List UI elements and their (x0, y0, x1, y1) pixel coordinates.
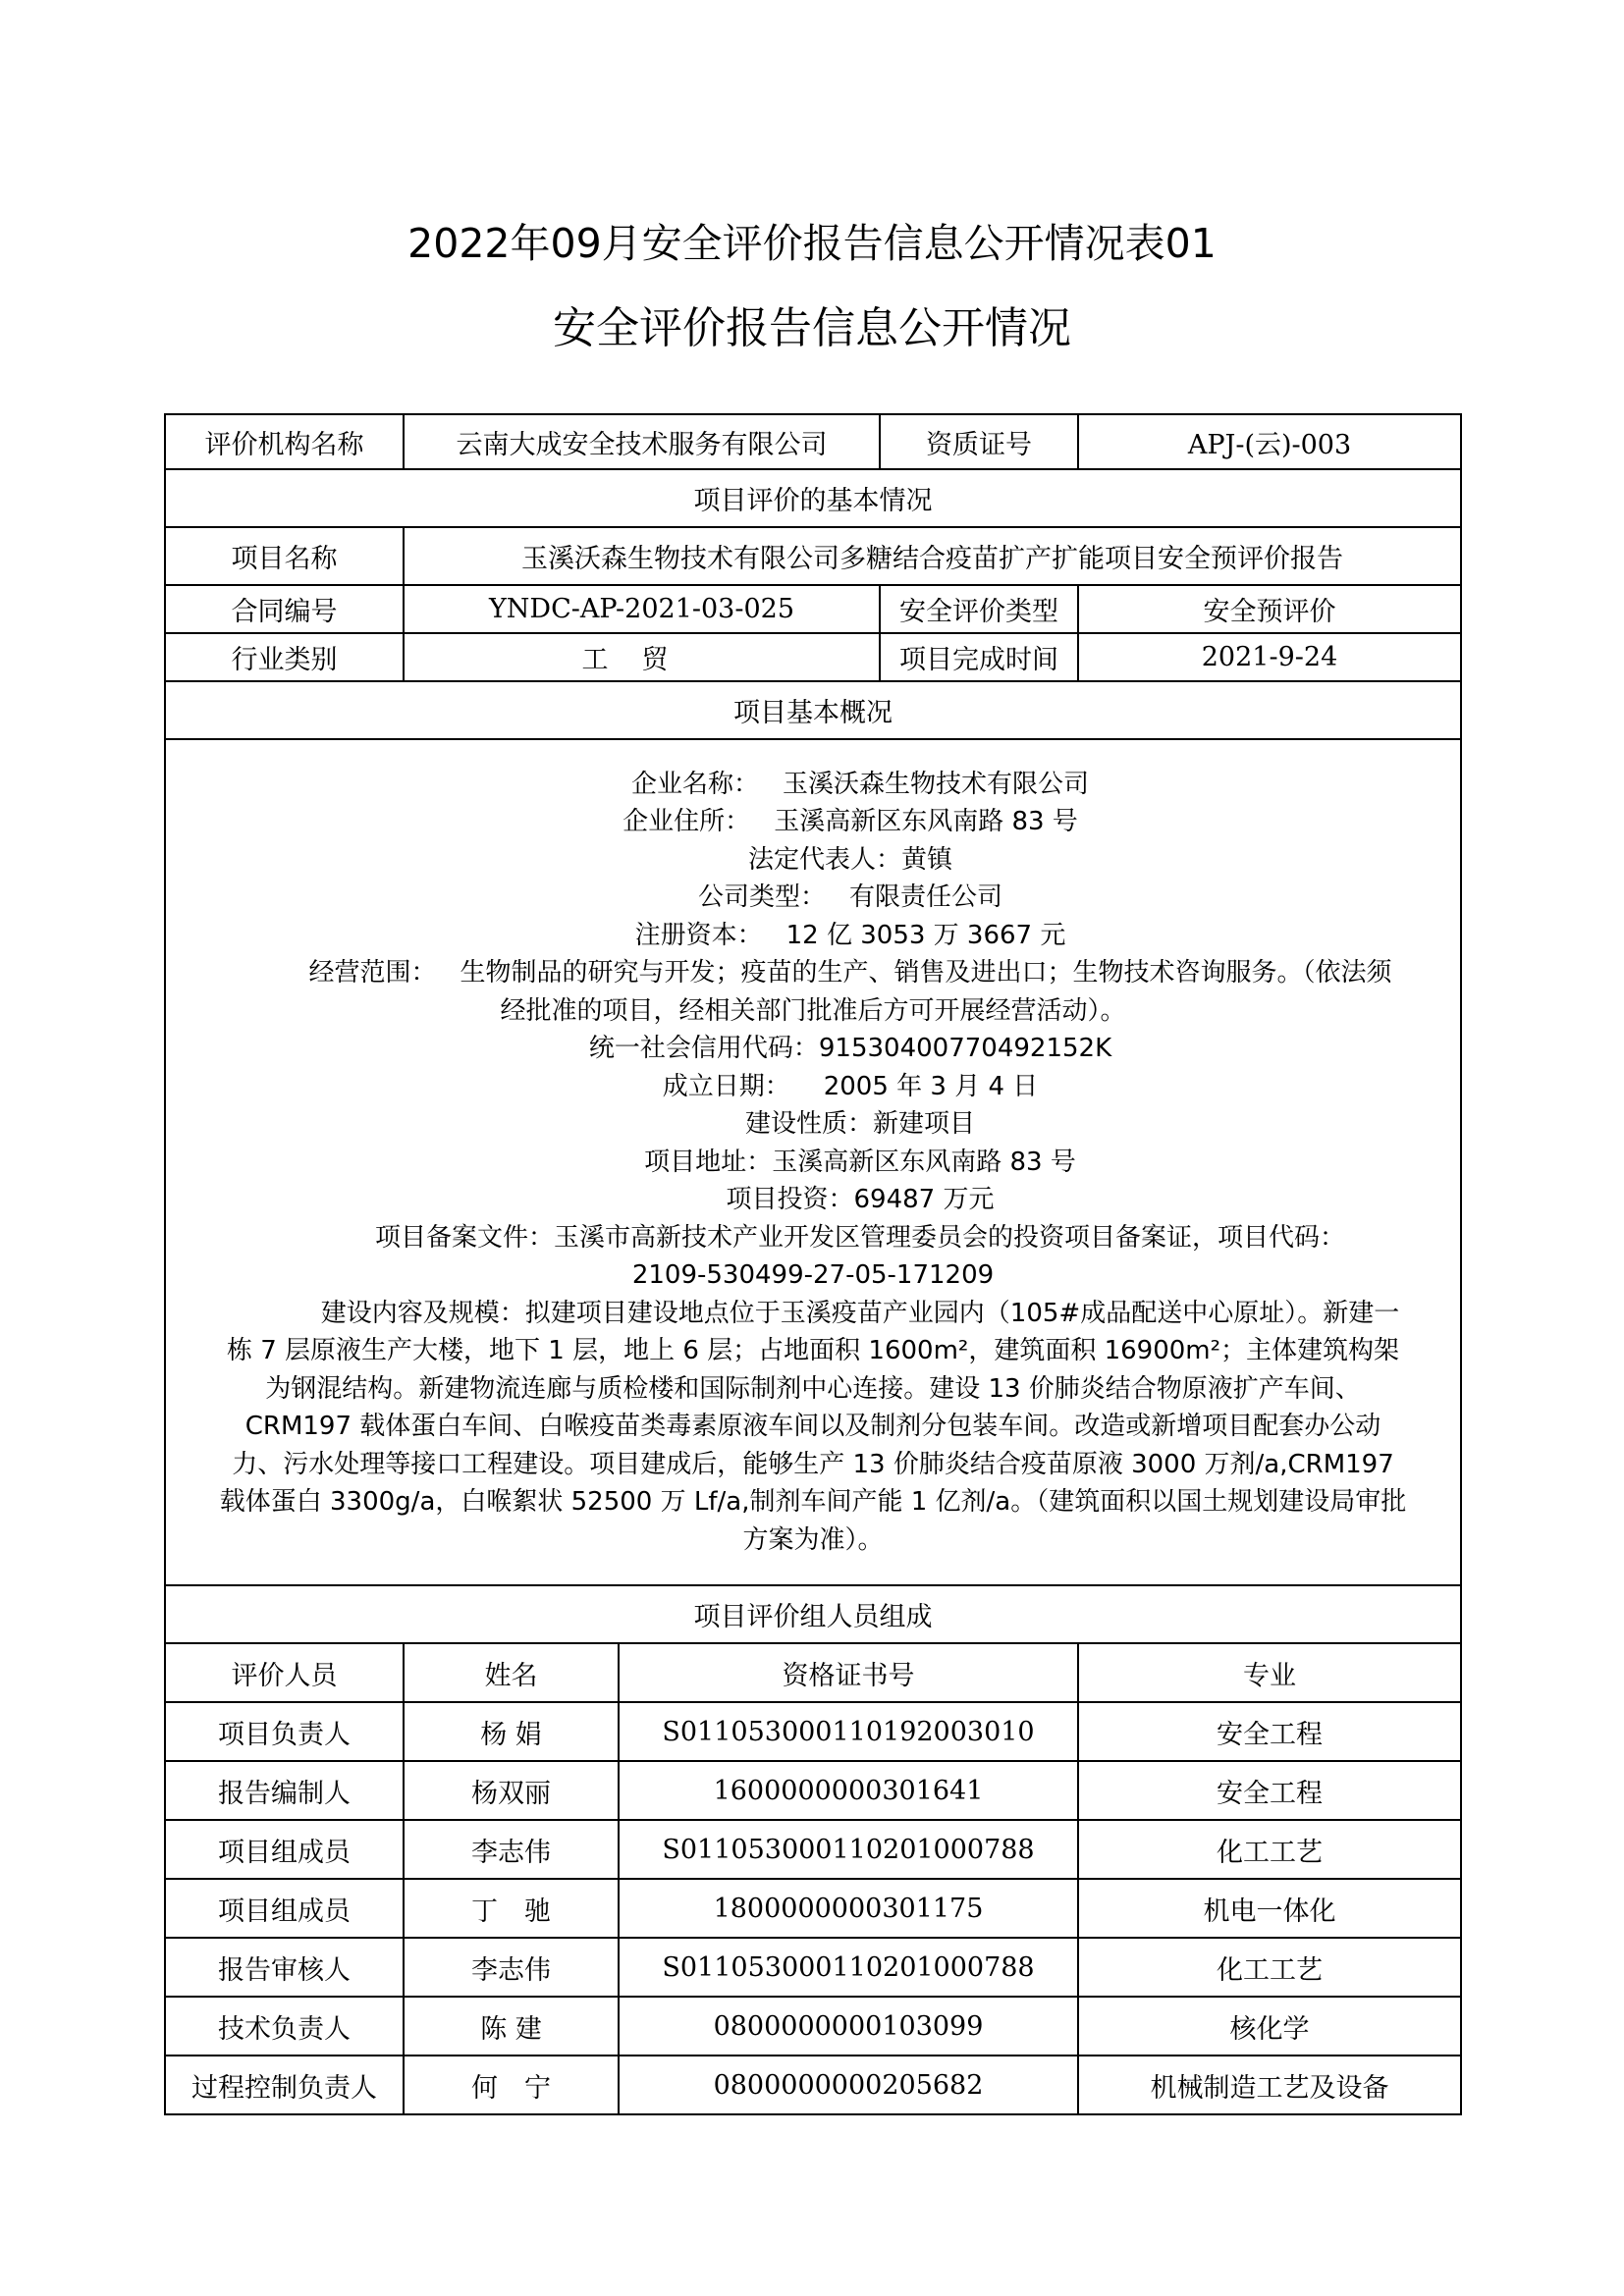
investment-line: 项目投资：69487 万元 (726, 1185, 995, 1215)
eval-type-label: 安全评价类型 (880, 585, 1078, 633)
team-role: 项目负责人 (165, 1702, 404, 1761)
address-line: 企业住所： 玉溪高新区东风南路 83 号 (623, 807, 1078, 837)
table-row (165, 1997, 1461, 2056)
team-major: 安全工程 (1078, 1761, 1461, 1820)
contract-row (165, 585, 1461, 633)
team-cert: S011053000110201000788 (619, 1938, 1078, 1997)
founded-line: 成立日期： 2005 年 3 月 4 日 (662, 1071, 1039, 1101)
team-header-name: 姓名 (404, 1643, 619, 1702)
team-major: 化工工艺 (1078, 1938, 1461, 1997)
capital-line: 注册资本： 12 亿 3053 万 3667 元 (634, 920, 1066, 950)
legal-rep-line: 法定代表人：黄镇 (747, 844, 953, 875)
eval-type-value: 安全预评价 (1078, 585, 1461, 633)
cert-label: 资质证号 (880, 414, 1078, 469)
project-name-label: 项目名称 (165, 527, 404, 585)
team-name: 李志伟 (404, 1938, 619, 1997)
filing-code-line: 2109-530499-27-05-171209 (631, 1260, 995, 1291)
document-title: 2022年09月安全评价报告信息公开情况表01 (407, 220, 1217, 267)
cert-value: APJ-(云)-003 (1078, 414, 1461, 469)
team-name: 杨双丽 (404, 1761, 619, 1820)
org-label: 评价机构名称 (165, 414, 404, 469)
org-row (165, 414, 1461, 469)
site-line: 项目地址：玉溪高新区东风南路 83 号 (644, 1147, 1076, 1177)
team-cert: 1800000000301175 (619, 1879, 1078, 1938)
nature-line: 建设性质：新建项目 (744, 1109, 976, 1140)
team-header-major: 专业 (1078, 1643, 1461, 1702)
team-role: 过程控制负责人 (165, 2056, 404, 2114)
document-subtitle: 安全评价报告信息公开情况 (553, 303, 1071, 353)
table-row (165, 1761, 1461, 1820)
table-row (165, 1879, 1461, 1938)
team-section-title: 项目评价组人员组成 (165, 1585, 1461, 1643)
scope-line: 经营范围： 生物制品的研究与开发；疫苗的生产、销售及进出口；生物技术咨询服务。（依法须 (308, 958, 1392, 988)
team-major: 机械制造工艺及设备 (1078, 2056, 1461, 2114)
basic-section-title: 项目评价的基本情况 (165, 469, 1461, 527)
team-major: 机电一体化 (1078, 1879, 1461, 1938)
org-value: 云南大成安全技术服务有限公司 (404, 414, 880, 469)
table-row (165, 1938, 1461, 1997)
team-role: 项目组成员 (165, 1879, 404, 1938)
project-overview (165, 739, 1461, 1585)
company-type-line: 公司类型： 有限责任公司 (697, 882, 1003, 913)
industry-value: 工贸 (404, 633, 880, 681)
team-role: 报告编制人 (165, 1761, 404, 1820)
team-header-row (165, 1643, 1461, 1702)
content-line-7: 方案为准）。 (742, 1524, 884, 1555)
contract-value: YNDC-AP-2021-03-025 (404, 585, 880, 633)
team-role: 技术负责人 (165, 1997, 404, 2056)
team-name: 丁 驰 (404, 1879, 619, 1938)
team-role: 报告审核人 (165, 1938, 404, 1997)
table-row (165, 2056, 1461, 2114)
team-name: 李志伟 (404, 1820, 619, 1879)
team-cert: 0800000000103099 (619, 1997, 1078, 2056)
team-major: 核化学 (1078, 1997, 1461, 2056)
completion-label: 项目完成时间 (880, 633, 1078, 681)
project-name-row (165, 527, 1461, 585)
team-name: 杨 娟 (404, 1702, 619, 1761)
team-cert: 1600000000301641 (619, 1761, 1078, 1820)
content-line-5: 力、污水处理等接口工程建设。项目建成后，能够生产 13 价肺炎结合疫苗原液 3000 万剂/a,CRM197 (232, 1449, 1394, 1479)
content-line-2: 栋 7 层原液生产大楼，地下 1 层，地上 6 层；占地面积 1600m²，建筑面积 16900m²；主体建筑构架 (226, 1336, 1400, 1366)
disclosure-table (164, 413, 1462, 2115)
company-name-line: 企业名称： 玉溪沃森生物技术有限公司 (630, 769, 1090, 799)
content-line-6: 载体蛋白 3300g/a，白喉絮状 52500 万 Lf/a,制剂车间产能 1 亿剂/a。（建筑面积以国土规划建设局审批 (219, 1487, 1407, 1518)
industry-row (165, 633, 1461, 681)
table-row (165, 1820, 1461, 1879)
filing-line: 项目备案文件：玉溪市高新技术产业开发区管理委员会的投资项目备案证，项目代码： (374, 1222, 1346, 1253)
scope-line-2: 经批准的项目，经相关部门批准后方可开展经营活动）。 (500, 995, 1126, 1026)
team-name: 何 宁 (404, 2056, 619, 2114)
completion-value: 2021-9-24 (1078, 633, 1461, 681)
team-major: 化工工艺 (1078, 1820, 1461, 1879)
team-cert: S011053000110192003010 (619, 1702, 1078, 1761)
team-name: 陈 建 (404, 1997, 619, 2056)
team-cert: 0800000000205682 (619, 2056, 1078, 2114)
team-header-role: 评价人员 (165, 1643, 404, 1702)
content-line-3: 为钢混结构。新建物流连廊与质检楼和国际制剂中心连接。建设 13 价肺炎结合物原液扩产车间、 (265, 1373, 1361, 1404)
content-line-4: CRM197 载体蛋白车间、白喉疫苗类毒素原液车间以及制剂分包装车间。改造或新增项目配套办公动 (244, 1412, 1381, 1442)
team-header-cert: 资格证书号 (619, 1643, 1078, 1702)
credit-code-line: 统一社会信用代码：91530400770492152K (588, 1034, 1112, 1064)
content-line-1: 建设内容及规模：拟建项目建设地点位于玉溪疫苗产业园内（105#成品配送中心原址）。新建一 (320, 1298, 1400, 1328)
contract-label: 合同编号 (165, 585, 404, 633)
team-role: 项目组成员 (165, 1820, 404, 1879)
overview-section-title: 项目基本概况 (165, 681, 1461, 739)
team-cert: S011053000110201000788 (619, 1820, 1078, 1879)
team-major: 安全工程 (1078, 1702, 1461, 1761)
project-name-value: 玉溪沃森生物技术有限公司多糖结合疫苗扩产扩能项目安全预评价报告 (404, 527, 1461, 585)
industry-label: 行业类别 (165, 633, 404, 681)
table-row (165, 1702, 1461, 1761)
